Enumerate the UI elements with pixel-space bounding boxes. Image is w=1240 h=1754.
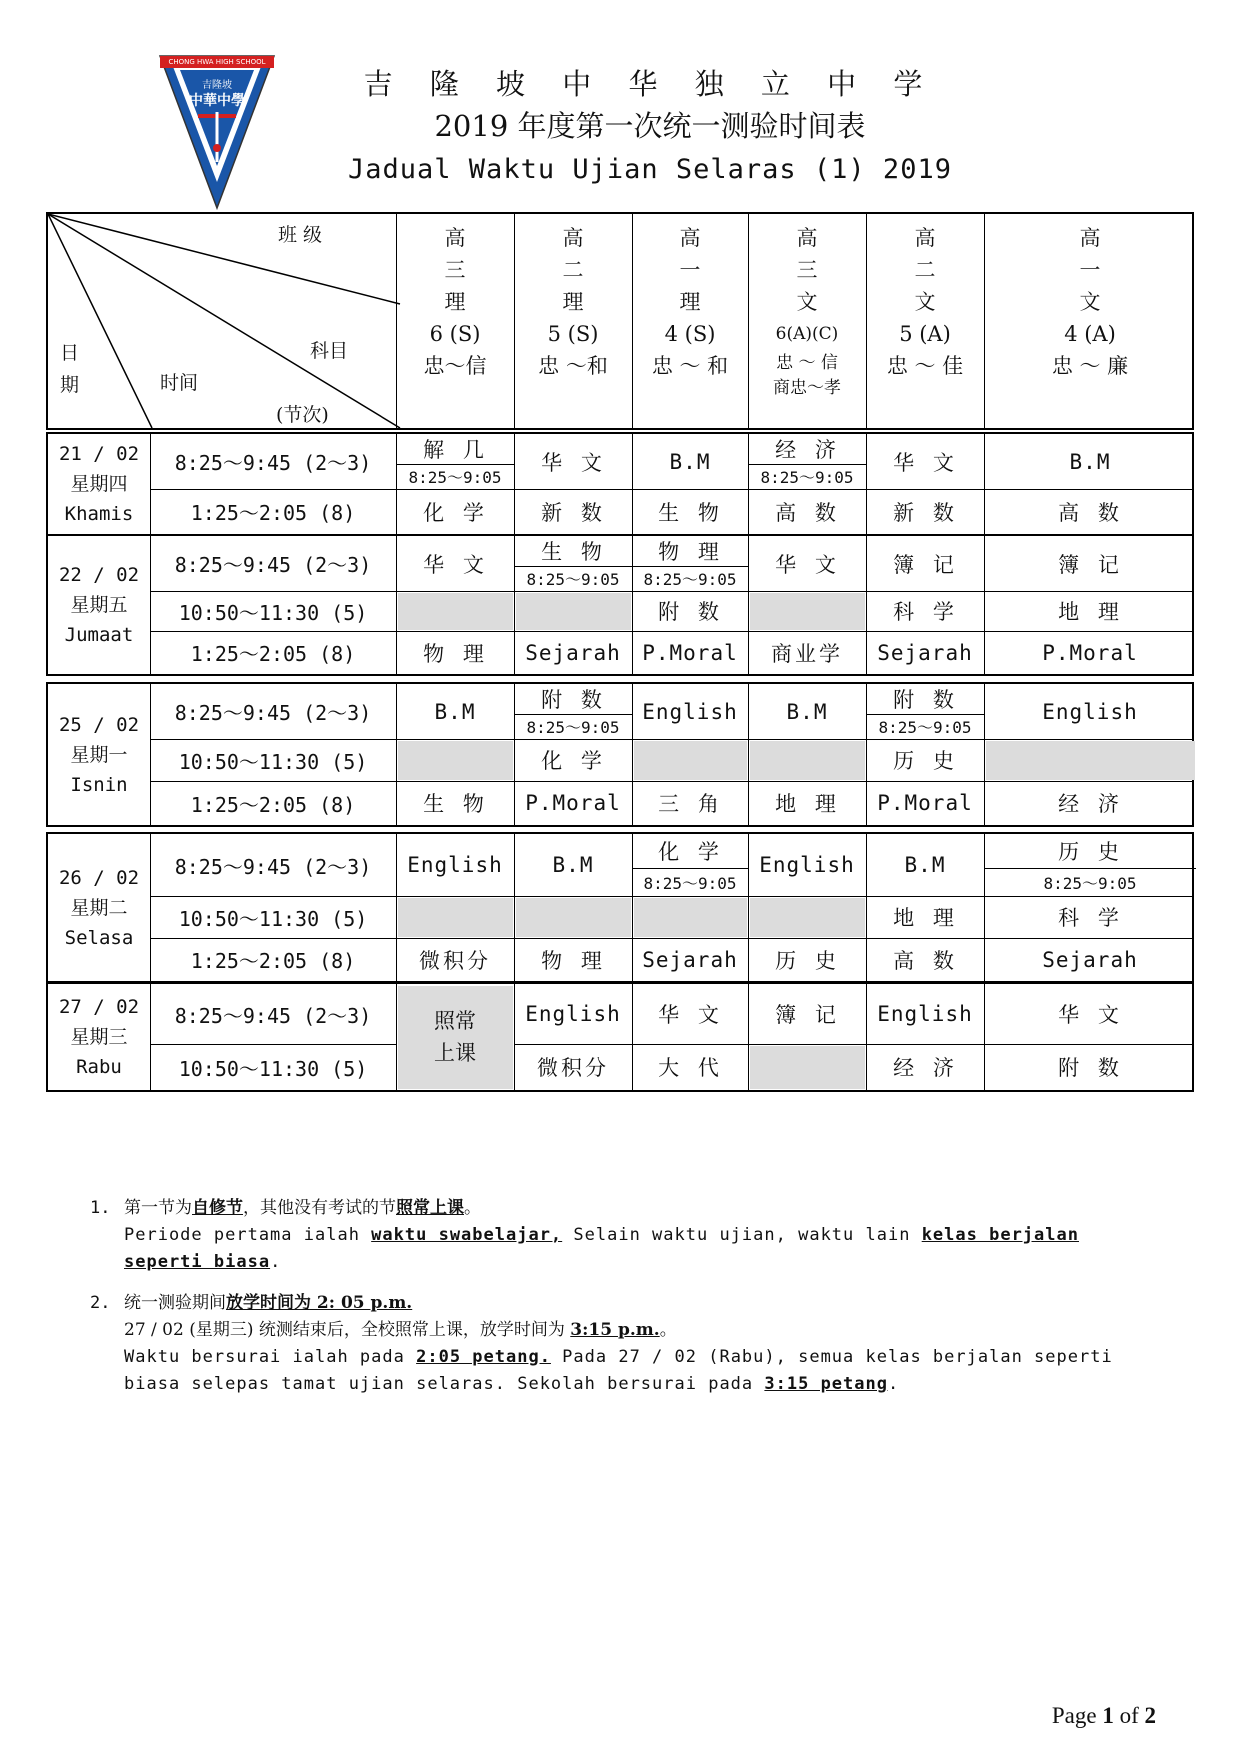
date-cell xyxy=(48,434,150,534)
subject-cell: 华 文 xyxy=(1058,1003,1122,1027)
date-weekday: 星期二 xyxy=(70,896,128,919)
empty-slot xyxy=(750,741,865,780)
class-grade-char: 二 xyxy=(914,258,936,282)
note-item xyxy=(90,1290,1160,1398)
subject-cell: 科 学 xyxy=(893,600,957,624)
regular-class-text: 照常 xyxy=(434,1009,476,1033)
subject-cell: English xyxy=(759,853,855,877)
class-grade-char: 三 xyxy=(444,258,466,282)
time-cell: 10:50～11:30 (5) xyxy=(178,600,368,625)
subject-cell: 华 文 xyxy=(541,450,605,475)
empty-slot xyxy=(634,741,747,780)
date-bm: Isnin xyxy=(70,773,128,796)
subject-cell: 历 史 xyxy=(1058,840,1122,864)
date-bm: Rabu xyxy=(76,1056,122,1078)
subject-cell: English xyxy=(407,853,503,877)
day-block xyxy=(46,432,1194,536)
subject-cell: 化 学 xyxy=(541,749,605,773)
subject-cell: 大 代 xyxy=(658,1056,722,1080)
subject-cell: 附 数 xyxy=(541,688,605,712)
note-item xyxy=(90,1195,1160,1276)
subject-time: 8:25～9:05 xyxy=(878,718,972,737)
date-date: 21 / 02 xyxy=(58,443,140,465)
class-grade-char: 文 xyxy=(1079,290,1101,314)
note-emphasis: 2:05 petang. xyxy=(416,1347,551,1367)
page-prefix: Page xyxy=(1051,1703,1103,1728)
subject-cell: 高 数 xyxy=(893,948,957,973)
subject-cell: 科 学 xyxy=(1058,906,1122,930)
title-bm: Jadual Waktu Ujian Selaras (1) 2019 xyxy=(348,154,952,185)
subject-cell: P.Moral xyxy=(1042,640,1138,665)
date-cell xyxy=(48,684,150,825)
class-grade-char: 高 xyxy=(679,226,701,250)
title-block xyxy=(260,64,1040,192)
note-text: 。 xyxy=(464,1198,481,1218)
subject-cell: 簿 记 xyxy=(775,1003,839,1027)
note-emphasis: 放学时间为 2: 05 p.m. xyxy=(226,1293,413,1313)
note-emphasis: kelas berjalan seperti biasa xyxy=(124,1225,1079,1272)
subject-cell: 附 数 xyxy=(658,600,722,624)
time-cell: 10:50～11:30 (5) xyxy=(178,1056,368,1081)
note-bm xyxy=(124,1344,1160,1398)
class-names: 忠 ～和 xyxy=(538,354,608,378)
subject-cell: 附 数 xyxy=(1058,1056,1122,1080)
note-cn-2 xyxy=(124,1317,1160,1344)
class-grade-char: 理 xyxy=(444,290,466,314)
time-cell: 10:50～11:30 (5) xyxy=(178,906,368,931)
note-text: . xyxy=(887,1374,900,1394)
time-cell: 1:25～2:05 (8) xyxy=(190,792,356,817)
subject-cell: English xyxy=(525,1002,621,1026)
class-names: 忠 ～ 廉 xyxy=(1051,354,1129,378)
subject-time: 8:25～9:05 xyxy=(526,570,620,589)
time-cell: 10:50～11:30 (5) xyxy=(178,749,368,774)
class-code: 4 (S) xyxy=(664,322,716,346)
date-date: 22 / 02 xyxy=(58,564,140,586)
empty-slot xyxy=(398,898,513,937)
subject-cell: 物 理 xyxy=(423,641,487,666)
subject-cell: B.M xyxy=(904,853,946,877)
subject-time: 8:25～9:05 xyxy=(408,468,502,487)
subject-cell: 华 文 xyxy=(423,552,487,577)
subject-cell: 簿 记 xyxy=(893,552,957,577)
subject-cell: Sejarah xyxy=(642,947,738,972)
subject-cell: 生 物 xyxy=(423,792,487,816)
title-cn: 2019 年度第一次统一测验时间表 xyxy=(434,109,866,143)
note-text: Pada 27 / 02 (Rabu), semua kelas berjalan seperti biasa selepas tamat ujian selaras. Sekolah bersurai pada xyxy=(124,1347,1113,1394)
class-grade-char: 一 xyxy=(679,258,701,282)
class-code: 6(A)(C) xyxy=(775,324,839,344)
subject-cell: 华 文 xyxy=(775,552,839,577)
day-block xyxy=(46,534,1194,676)
subject-cell: 商业学 xyxy=(771,641,843,666)
note-emphasis: waktu swabelajar, xyxy=(371,1225,563,1245)
date-cell xyxy=(48,536,150,674)
class-grade-char: 高 xyxy=(562,226,584,250)
subject-cell: 经 济 xyxy=(775,438,839,462)
page-total: 2 xyxy=(1144,1703,1156,1728)
date-date: 27 / 02 xyxy=(58,996,140,1018)
subject-cell: B.M xyxy=(786,699,828,724)
page-number xyxy=(1052,1703,1156,1729)
subject-time: 8:25～9:05 xyxy=(760,468,854,487)
subject-cell: B.M xyxy=(1069,449,1111,474)
class-grade-char: 理 xyxy=(679,290,701,314)
class-grade-char: 文 xyxy=(914,290,936,314)
note-text: ，其他没有考试的节 xyxy=(243,1198,396,1218)
class-header xyxy=(748,222,866,400)
class-grade-char: 理 xyxy=(562,290,584,314)
subject-cell: English xyxy=(1042,699,1138,724)
note-text: 统一测验期间 xyxy=(124,1293,226,1313)
subject-cell: 地 理 xyxy=(775,792,839,816)
subject-time: 8:25～9:05 xyxy=(643,873,737,893)
subject-cell: 高 数 xyxy=(1058,500,1122,525)
empty-slot xyxy=(750,1046,865,1089)
note-emphasis: 3:15 petang xyxy=(764,1374,888,1394)
subject-time: 8:25～9:05 xyxy=(526,718,620,737)
date-bm: Jumaat xyxy=(64,624,134,646)
note-emphasis: 自修节 xyxy=(192,1198,243,1218)
page-current: 1 xyxy=(1102,1703,1114,1728)
empty-slot xyxy=(986,741,1195,780)
class-grade-char: 高 xyxy=(914,226,936,250)
subject-cell: 化 学 xyxy=(423,500,487,525)
subject-cell: 附 数 xyxy=(893,688,957,712)
time-cell: 8:25～9:45 (2～3) xyxy=(174,451,372,475)
subject-cell: B.M xyxy=(669,449,711,474)
subject-cell: P.Moral xyxy=(525,791,621,815)
date-cell xyxy=(48,834,150,981)
note-text: 27 / 02 (星期三) 统测结束后，全校照常上课，放学时间为 xyxy=(124,1320,571,1340)
day-block xyxy=(46,982,1194,1092)
subject-cell: 地 理 xyxy=(1058,600,1122,624)
note-emphasis: 照常上课 xyxy=(396,1198,464,1218)
subject-cell: 高 数 xyxy=(775,500,839,525)
class-code: 5 (S) xyxy=(547,322,599,346)
subject-cell: English xyxy=(877,1002,973,1026)
date-date: 25 / 02 xyxy=(58,713,140,736)
date-label-1: 日 xyxy=(60,342,80,364)
date-weekday: 星期四 xyxy=(70,473,128,495)
subject-cell: P.Moral xyxy=(642,640,738,665)
time-cell: 8:25～9:45 (2～3) xyxy=(174,854,372,879)
empty-slot xyxy=(516,898,631,937)
subject-cell: B.M xyxy=(552,853,594,877)
note-number: 1. xyxy=(90,1198,111,1218)
day-block xyxy=(46,832,1194,983)
subject-cell: Sejarah xyxy=(525,640,621,665)
page-of: of xyxy=(1113,1703,1145,1728)
date-label-2: 期 xyxy=(60,374,80,396)
empty-slot xyxy=(750,898,865,937)
logo-top-text: CHONG HWA HIGH SCHOOL xyxy=(168,58,266,66)
class-label: 班 级 xyxy=(278,224,323,246)
subject-cell: 新 数 xyxy=(893,500,957,525)
empty-slot xyxy=(750,593,865,630)
subject-cell: P.Moral xyxy=(877,791,973,815)
note-number: 2. xyxy=(90,1293,111,1313)
note-text: Periode pertama ialah xyxy=(124,1225,372,1245)
empty-slot xyxy=(516,593,631,630)
subject-cell: 微积分 xyxy=(537,1056,609,1080)
subject-cell: 解 几 xyxy=(423,438,487,462)
empty-slot xyxy=(398,593,513,630)
subject-cell: 华 文 xyxy=(658,1003,722,1027)
time-cell: 8:25～9:45 (2～3) xyxy=(174,701,372,725)
class-header xyxy=(866,222,984,382)
class-grade-char: 高 xyxy=(444,226,466,250)
subject-time: 8:25～9:05 xyxy=(1043,873,1137,893)
note-cn xyxy=(124,1195,1160,1222)
date-weekday: 星期一 xyxy=(70,743,128,766)
regular-class-cell xyxy=(396,984,514,1090)
subject-cell: 华 文 xyxy=(893,450,957,475)
class-header xyxy=(632,222,748,382)
period-label: (节次) xyxy=(276,404,329,426)
notes xyxy=(90,1195,1160,1406)
date-weekday: 星期五 xyxy=(70,594,128,616)
class-grade-char: 一 xyxy=(1079,258,1101,282)
note-text: 第一节为 xyxy=(124,1198,192,1218)
subject-cell: Sejarah xyxy=(877,640,973,665)
subject-cell: 经 济 xyxy=(893,1056,957,1080)
header-row xyxy=(46,212,1194,430)
date-bm: Selasa xyxy=(64,926,134,949)
empty-slot xyxy=(398,741,513,780)
note-text: . xyxy=(270,1252,282,1272)
class-names: 忠 ～ 信 xyxy=(776,353,838,373)
class-header xyxy=(514,222,632,382)
time-cell: 8:25～9:45 (2～3) xyxy=(174,1003,372,1028)
class-grade-char: 高 xyxy=(1079,226,1101,250)
time-cell: 1:25～2:05 (8) xyxy=(190,949,356,973)
note-text: Selain waktu ujian, waktu lain xyxy=(562,1225,922,1245)
class-grade-char: 二 xyxy=(562,258,584,282)
subject-label: 科目 xyxy=(310,340,349,362)
class-code: 5 (A) xyxy=(899,322,951,346)
subject-cell: 历 史 xyxy=(775,948,839,973)
subject-cell: 物 理 xyxy=(541,948,605,973)
empty-slot xyxy=(634,898,747,937)
time-cell: 8:25～9:45 (2～3) xyxy=(174,553,372,577)
subject-cell: 生 物 xyxy=(658,500,722,525)
date-bm: Khamis xyxy=(64,503,134,525)
subject-cell: English xyxy=(642,699,738,724)
date-date: 26 / 02 xyxy=(58,866,140,889)
class-grade-char: 三 xyxy=(796,258,818,282)
class-names: 忠 ～ 佳 xyxy=(886,354,964,378)
class-grade-char: 文 xyxy=(796,290,818,314)
subject-cell: B.M xyxy=(434,699,476,724)
time-label: 时间 xyxy=(160,372,199,394)
note-text: 。 xyxy=(659,1320,677,1340)
class-code: 4 (A) xyxy=(1064,322,1116,346)
note-bm xyxy=(124,1222,1160,1276)
subject-cell: 簿 记 xyxy=(1058,552,1122,577)
logo-mid-text: 吉隆坡 xyxy=(202,80,232,91)
subject-cell: 历 史 xyxy=(893,749,957,773)
time-cell: 1:25～2:05 (8) xyxy=(190,501,356,525)
subject-cell: 物 理 xyxy=(658,540,722,564)
subject-cell: 微积分 xyxy=(419,948,491,973)
regular-class-text: 上课 xyxy=(434,1041,476,1065)
subject-cell: 地 理 xyxy=(893,906,957,930)
school-name: 吉 隆 坡 中 华 独 立 中 学 xyxy=(363,67,937,101)
subject-cell: 新 数 xyxy=(541,500,605,525)
note-text: Waktu bersurai ialah pada xyxy=(124,1347,417,1367)
date-weekday: 星期三 xyxy=(70,1026,128,1048)
logo-main-text: 中華中學 xyxy=(189,93,245,109)
day-block xyxy=(46,682,1194,827)
class-header xyxy=(984,222,1196,382)
class-names: 忠～信 xyxy=(423,354,487,378)
subject-time: 8:25～9:05 xyxy=(643,570,737,589)
subject-cell: Sejarah xyxy=(1042,947,1138,972)
note-emphasis: 3:15 p.m. xyxy=(570,1320,660,1340)
class-header xyxy=(396,222,514,382)
class-grade-char: 高 xyxy=(796,226,818,250)
class-code: 6 (S) xyxy=(429,322,481,346)
date-cell xyxy=(48,984,150,1090)
time-cell: 1:25～2:05 (8) xyxy=(190,642,356,666)
subject-cell: 化 学 xyxy=(658,840,722,864)
note-cn xyxy=(124,1290,1160,1317)
subject-cell: 经 济 xyxy=(1058,792,1122,816)
class-names: 忠 ～ 和 xyxy=(651,354,729,378)
class-names-2: 商忠～孝 xyxy=(773,378,841,398)
subject-cell: 三 角 xyxy=(658,792,722,816)
subject-cell: 生 物 xyxy=(541,540,605,564)
school-logo xyxy=(158,54,276,210)
